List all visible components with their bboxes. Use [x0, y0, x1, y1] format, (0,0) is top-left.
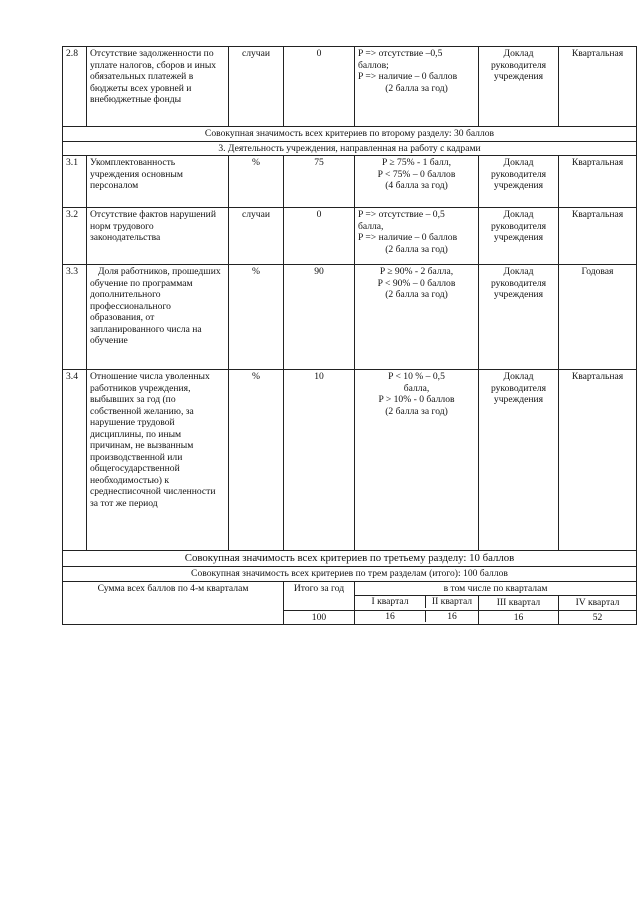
table-row [63, 208, 637, 265]
quarter-values-12 [355, 610, 479, 625]
criteria-line: (2 балла за год) [385, 243, 448, 255]
table-row [63, 265, 637, 370]
target-value: 90 [284, 265, 355, 370]
table-row [63, 156, 637, 208]
report-form: Доклад руководителя учреждения [479, 47, 559, 127]
criteria-line: P < 75% – 0 баллов [377, 168, 456, 180]
overall-total-row [63, 567, 637, 582]
row-number: 3.2 [63, 208, 87, 265]
criteria-line: (2 балла за год) [385, 82, 448, 94]
unit: % [229, 156, 284, 208]
target-value: 10 [284, 370, 355, 551]
indicator-name: Отсутствие фактов нарушений норм трудового законодательства [87, 208, 229, 265]
criteria-line: P < 10 % – 0,5 [388, 371, 445, 382]
scoring-criteria [355, 208, 479, 265]
quarter-2-value: 16 [447, 610, 457, 622]
criteria-table [62, 46, 637, 625]
criteria-line: P < 90% – 0 баллов [377, 277, 456, 289]
section3-total: Совокупная значимость всех критериев по третьему разделу: 10 баллов [63, 551, 637, 567]
criteria-line: балла, [403, 382, 430, 394]
criteria-line: P => наличие – 0 баллов [358, 71, 458, 82]
section3-header: 3. Деятельность учреждения, направленная на работу с кадрами [63, 141, 637, 156]
summary-header-row [63, 581, 637, 596]
report-form: Доклад руководителя учреждения [479, 370, 559, 551]
row-number: 2.8 [63, 47, 87, 127]
unit: случаи [229, 47, 284, 127]
criteria-line: (4 балла за год) [385, 180, 448, 191]
quarter-1-label-text: I квартал [355, 596, 426, 608]
criteria-line: (2 балла за год) [385, 405, 448, 417]
report-form: Доклад руководителя учреждения [479, 156, 559, 208]
table-row [63, 47, 637, 127]
unit: % [229, 265, 284, 370]
quarters-label: в том числе по кварталам [355, 581, 637, 596]
criteria-line: P => отсутствие –0,5 [358, 48, 443, 59]
indicator-name: Отсутствие задолженности по уплате налогов, сборов и иных обязательных платежей в бюджеты всех уровней и внебюджетные фонды [87, 47, 229, 127]
reporting-period: Квартальная [559, 208, 637, 265]
indicator-name: Доля работников, прошедших обучение по программам дополнительного профессионального образования, от запланированного числа на обучение [87, 265, 229, 370]
reporting-period: Годовая [559, 265, 637, 370]
indicator-name: Отношение числа уволенных работников учреждения, выбывших за год (по собственной желанию, за нарушение трудовой дисциплины, по иным причинам, не вызванным производственной или общегосударственной необходимостью) к среднесписочной численности за тот же период [87, 370, 229, 551]
target-value: 0 [284, 47, 355, 127]
target-value: 0 [284, 208, 355, 265]
target-value: 75 [284, 156, 355, 208]
unit: случаи [229, 208, 284, 265]
section-total-row [63, 127, 637, 142]
criteria-line: P ≥ 90% - 2 балла, [379, 266, 454, 277]
row-number: 3.1 [63, 156, 87, 208]
quarter-1-label [355, 596, 479, 611]
criteria-line: P > 10% - 0 баллов [378, 394, 455, 405]
criteria-line: (2 балла за год) [385, 289, 448, 300]
quarter-4-label: IV квартал [559, 596, 637, 611]
indicator-name: Укомплектованность учреждения основным персоналом [87, 156, 229, 208]
scoring-criteria [355, 47, 479, 127]
quarter-1-value: 16 [355, 611, 426, 623]
criteria-line: P => наличие – 0 баллов [358, 232, 458, 243]
scoring-criteria [355, 370, 479, 551]
quarter-3-label: III квартал [479, 596, 559, 611]
row-number: 3.4 [63, 370, 87, 551]
total-year-label: Итого за год [284, 581, 355, 610]
section-header-row [63, 141, 637, 156]
scoring-criteria [355, 265, 479, 370]
reporting-period: Квартальная [559, 370, 637, 551]
unit: % [229, 370, 284, 551]
scoring-criteria [355, 156, 479, 208]
criteria-line: балла, [358, 220, 384, 232]
criteria-line: P => отсутствие – 0,5 [358, 209, 445, 220]
summary-label: Сумма всех баллов по 4-м кварталам [63, 581, 284, 625]
reporting-period: Квартальная [559, 47, 637, 127]
quarter-3-value: 16 [479, 610, 559, 625]
section2-total: Совокупная значимость всех критериев по второму разделу: 30 баллов [63, 127, 637, 142]
total-year-value: 100 [284, 610, 355, 625]
row-number: 3.3 [63, 265, 87, 370]
quarter-2-label: II квартал [431, 596, 473, 607]
quarter-4-value: 52 [559, 610, 637, 625]
reporting-period: Квартальная [559, 156, 637, 208]
report-form: Доклад руководителя учреждения [479, 208, 559, 265]
section-total-row [63, 551, 637, 567]
overall-total: Совокупная значимость всех критериев по трем разделам (итого): 100 баллов [63, 567, 637, 582]
table-row [63, 370, 637, 551]
report-form: Доклад руководителя учреждения [479, 265, 559, 370]
criteria-line: баллов; [358, 59, 389, 71]
criteria-line: P ≥ 75% - 1 балл, [381, 157, 451, 168]
